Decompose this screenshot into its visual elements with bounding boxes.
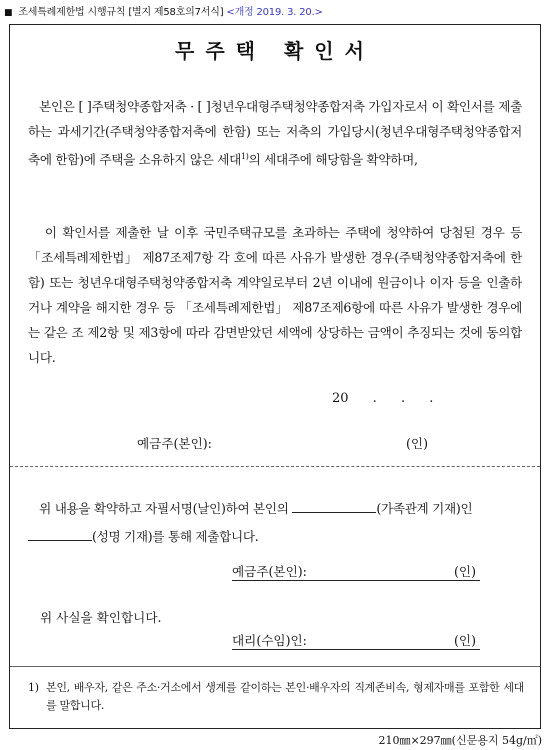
pledge-paragraph <box>28 94 522 172</box>
square-bullet-icon: ■ <box>4 8 13 18</box>
submission-text: 위 내용을 확약하고 자필서명(날인)하여 본인의 <box>39 501 289 516</box>
date-line[interactable]: 20 . . . <box>332 391 434 406</box>
page-title: 무주택 확인서 <box>175 39 375 63</box>
relationship-label: (가족관계 기재)인 <box>376 501 473 516</box>
seal-mark[interactable]: (인) <box>406 436 428 451</box>
relationship-field[interactable] <box>292 500 376 513</box>
name-field[interactable] <box>28 528 92 541</box>
law-name: 조세특례제한법 시행규칙 <box>18 7 126 18</box>
account-holder-label-2: 예금주(본인): <box>232 564 307 579</box>
footnote-number: 1) <box>28 681 39 694</box>
account-holder-label: 예금주(본인): <box>137 436 212 451</box>
seal-mark-2: (인) <box>454 564 476 579</box>
submission-paragraph <box>28 495 522 551</box>
seal-mark-3: (인) <box>454 633 476 648</box>
agent-label: 대리(수임)인: <box>232 633 307 648</box>
footnote-ref: 1) <box>240 152 249 161</box>
confirm-text: 위 사실을 확인합니다. <box>40 610 162 625</box>
consent-paragraph <box>28 220 522 370</box>
footnote-text: 본인, 배우자, 같은 주소·거소에서 생계를 같이하는 본인·배우자의 직계존비속, 형제자매를 포함한 세대를 말합니다. <box>46 681 524 712</box>
footnote-divider <box>10 666 540 667</box>
consent-text: 이 확인서를 제출한 날 이후 국민주택규모를 초과하는 주택에 청약하여 당첨된 경우 등 「조세특례제한법」 제87조제7항 각 호에 따른 사유가 발생한 경우(주택청약종합저축에 한함) 또는 청년우대형주택청약종합저축 계약일로부터 2년 이내에 원금이나 이자 등을 인출하거나 계약을 해지한 경우 등 「조세특례제한법」 제87조제6항에 따른 사유가 발생한 경우에는 같은 조 제2항 및 제3항에 따라 감면받았던 세액에 상당하는 금액이 추징되는 것에 동의합니다. <box>28 225 522 365</box>
form-body <box>9 24 541 729</box>
pledge-text: 본인은 [ ]주택청약종합저축 · [ ]청년우대형주택청약종합저축 가입자로서 이 확인서를 제출하는 과세기간(주택청약종합저축에 한함) 또는 저축의 가입당시(청년우대형주택청약종합저축에 한함)에 주택을 소유하지 않은 세대 <box>28 99 522 168</box>
paper-size: 210㎜×297㎜(신문용지 54g/㎡) <box>378 734 542 747</box>
form-number: [별지 제58호의7서식] <box>128 7 224 18</box>
agent-signature-line[interactable] <box>232 630 480 650</box>
revision-date: <개정 2019. 3. 20.> <box>226 7 323 18</box>
pledge-text-end: 의 세대주에 해당함을 확약하며, <box>248 152 418 168</box>
account-holder-signature-line[interactable] <box>232 561 480 581</box>
footnote <box>28 679 524 715</box>
name-label: (성명 기재)를 통해 제출합니다. <box>92 529 259 544</box>
form-header <box>4 3 323 18</box>
dashed-divider <box>10 466 540 467</box>
